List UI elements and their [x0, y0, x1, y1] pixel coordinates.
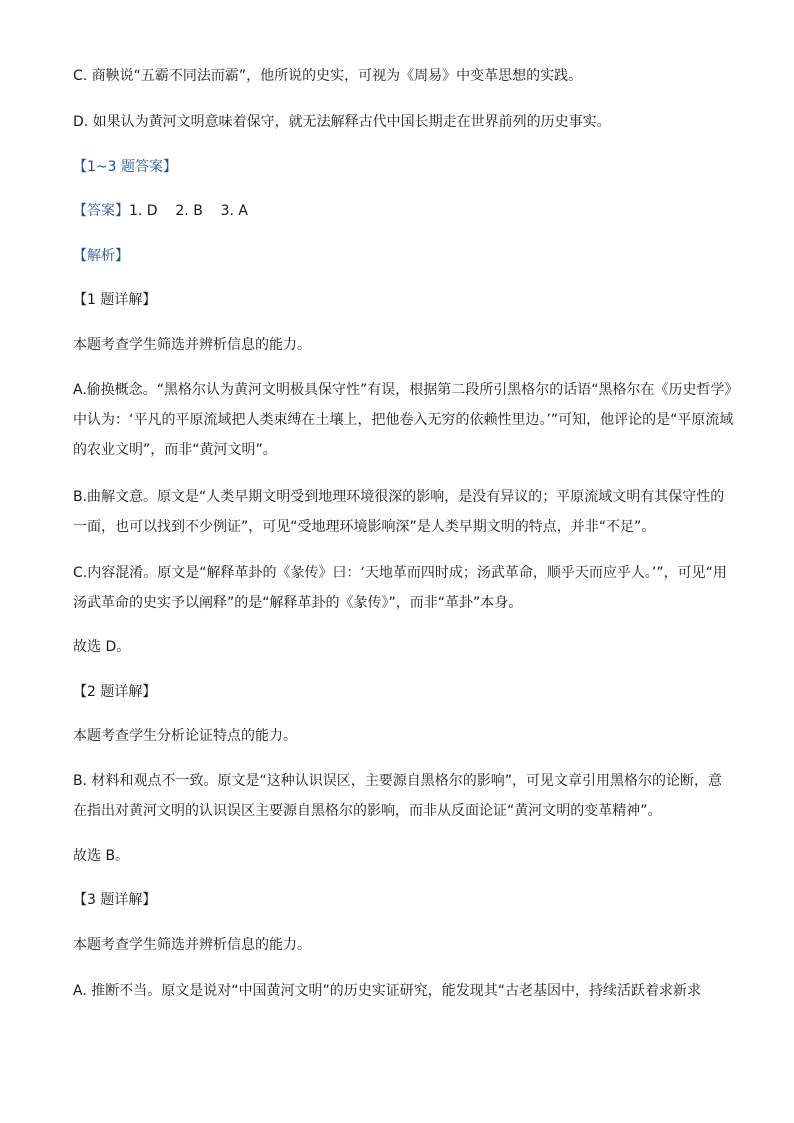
q1-detail-heading: 【1 题详解】: [73, 292, 157, 308]
analysis-heading: 【解析】: [73, 248, 129, 264]
answer-section-heading: 【1~3 题答案】: [73, 159, 177, 175]
q2-conclusion: 故选 B。: [73, 848, 130, 864]
q1-option-c-analysis: C.内容混淆。原文是“解释革卦的《彖传》曰：‘天地革而四时成；汤武革命，顺乎天而应乎人。’”，可见“用汤武革命的史实予以阐释”的是“解释革卦的《彖传》”，而非“革卦”本身。: [73, 565, 727, 611]
q3-detail-heading: 【3 题详解】: [73, 892, 157, 908]
q1-intro: 本题考查学生筛选并辨析信息的能力。: [73, 337, 311, 353]
q2-detail-heading: 【2 题详解】: [73, 684, 157, 700]
q3-intro: 本题考查学生筛选并辨析信息的能力。: [73, 937, 311, 953]
q1-option-b-analysis: B.曲解文意。原文是“人类早期文明受到地理环境很深的影响，是没有异议的；平原流域文明有其保守性的一面，也可以找到不少例证”，可见“受地理环境影响深”是人类早期文明的特点，并非“不足”。: [73, 489, 725, 535]
q1-conclusion: 故选 D。: [73, 639, 131, 655]
answer-line: [73, 201, 734, 221]
option-c-line: C. 商鞅说“五霸不同法而霸”，他所说的史实，可视为《周易》中变革思想的实践。: [73, 68, 583, 84]
q3-option-a-analysis: A. 推断不当。原文是说对“中国黄河文明”的历史实证研究，能发现其“古老基因中，持续活跃着求新求: [73, 983, 701, 999]
q2-intro: 本题考查学生分析论证特点的能力。: [73, 728, 297, 744]
answer-values: 1. D 2. B 3. A: [129, 203, 248, 219]
q1-option-a-analysis: A.偷换概念。“黑格尔认为黄河文明极具保守性”有误，根据第二段所引黑格尔的话语“黑格尔在《历史哲学》中认为：‘平凡的平原流域把人类束缚在土壤上，把他卷入无穷的依赖性里边。’”可知，他评论的是“平原流域的农业文明”，而非“黄河文明”。: [73, 382, 734, 458]
q2-option-b-analysis: B. 材料和观点不一致。原文是“这种认识误区，主要源自黑格尔的影响”，可见文章引用黑格尔的论断，意在指出对黄河文明的认识误区主要源自黑格尔的影响，而非从反面论证“黄河文明的变革精神”。: [73, 773, 723, 819]
answer-tag: 【答案】: [73, 203, 129, 219]
option-d-line: D. 如果认为黄河文明意味着保守，就无法解释古代中国长期走在世界前列的历史事实。: [73, 114, 611, 130]
